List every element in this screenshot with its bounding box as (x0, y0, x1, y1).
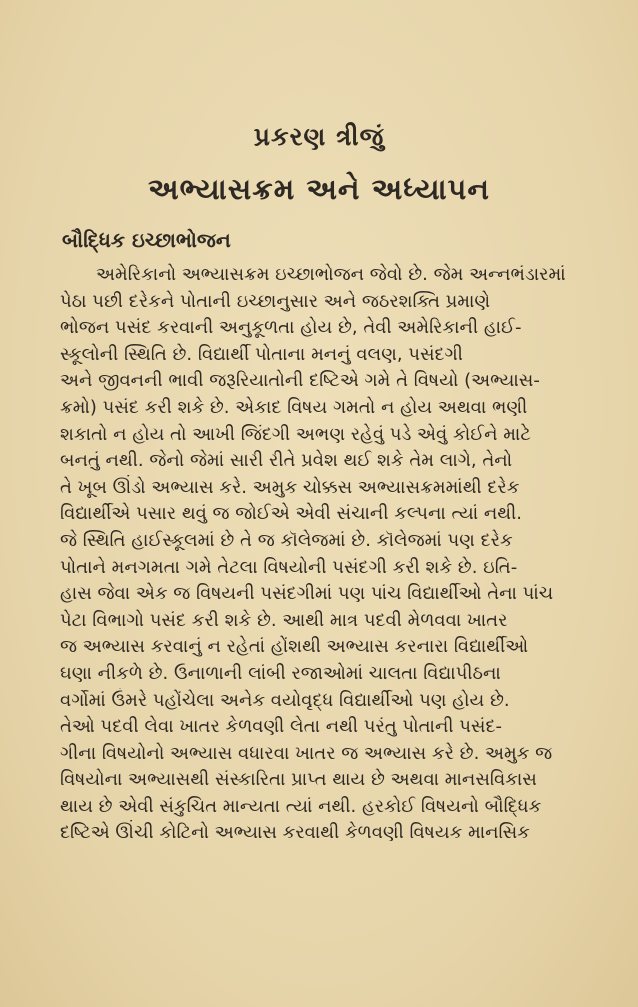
section-heading: બૌદ્ધિક ઇચ્છાભોજન (62, 228, 231, 252)
text-line: ગીના વિષયોનો અભ્યાસ વધારવા ખાતર જ અભ્યાસ કરે છે. અમુક જ (60, 742, 553, 764)
text-line: શકાતો ન હોય તો આખી જિંદગી અભણ રહેવું પડે એવું કોઈને માટે (60, 423, 531, 445)
text-line: તેઓ પદવી લેવા ખાતર કેળવણી લેતા નથી પરંતુ પોતાની પસંદ- (60, 716, 503, 738)
text-line: વિષયોના અભ્યાસથી સંસ્કારિતા પ્રાપ્ત થાય છે અથવા માનસવિકાસ (60, 769, 537, 791)
text-line: અને જીવનની ભાવી જરૂરિયાતોની દષ્ટિએ ગમે તે વિષયો (અભ્યાસ- (60, 370, 540, 392)
text-line: તે ખૂબ ઊંડો અભ્યાસ કરે. અમુક ચોક્કસ અભ્યાસક્રમમાંથી દરેક (60, 476, 520, 498)
text-line: દષ્ટિએ ઊંચી કોટિનો અભ્યાસ કરવાથી કેળવણી વિષયક માનસિક (60, 822, 530, 844)
text-line: બનતું નથી. જેનો જેમાં સારી રીતે પ્રવેશ થઈ શકે તેમ લાગે, તેનો (60, 450, 513, 472)
text-line: ઘણા નીકળે છે. ઉનાળાની લાંબી રજાઓમાં ચાલતા વિદ્યાપીઠના (60, 662, 501, 684)
text-line: જે સ્થિતિ હાઈસ્કૂલમાં છે તે જ કૉલેજમાં છે. કૉલેજમાં પણ દરેક (60, 529, 513, 551)
text-line: વર્ગોમાં ઉંમરે પહોંચેલા અનેક વયોવૃદ્ધ વિદ્યાર્થીઓ પણ હોય છે. (60, 689, 510, 711)
text-line: જ અભ્યાસ કરવાનું ન રહેતાં હોંશથી અભ્યાસ કરનારા વિદ્યાર્થીઓ (60, 636, 529, 658)
text-line: સ્કૂલોની સ્થિતિ છે. વિદ્યાર્થી પોતાના મનનું વલણ, પસંદગી (60, 343, 463, 365)
text-line: વિદ્યાર્થીએ પસાર થવું જ જોઈએ એવી સંચાની કલ્પના ત્યાં નથી. (60, 503, 522, 525)
body-text (60, 262, 608, 847)
text-line: ક્રમો) પસંદ કરી શકે છે. એકાદ વિષય ગમતો ન હોય અથવા ભણી (60, 396, 528, 418)
text-line: થાય છે એવી સંકુચિત માન્યતા ત્યાં નથી. હરકોઈ વિષયનો બૌદ્ધિક (60, 795, 542, 817)
text-line: ભોજન પસંદ કરવાની અનુકૂળતા હોય છે, તેવી અમેરિકાની હાઈ- (60, 317, 522, 339)
text-line: પેટા વિભાગો પસંદ કરી શકે છે. આથી માત્ર પદવી મેળવવા ખાતર (60, 609, 508, 631)
text-line: પેઠા પછી દરેકને પોતાની ઇચ્છાનુસાર અને જઠરશક્તિ પ્રમાણે (60, 290, 491, 312)
text-line: પોતાને મનગમતા ગમે તેટલા વિષયોની પસંદગી કરી શકે છે. ઇતિ- (60, 556, 518, 578)
text-line: હાસ જેવા એક જ વિષયની પસંદગીમાં પણ પાંચ વિદ્યાર્થીઓ તેના પાંચ (60, 583, 554, 605)
text-line: અમેરિકાનો અભ્યાસક્રમ ઇચ્છાભોજન જેવો છે. જેમ અન્નભંડારમાં (96, 264, 566, 285)
chapter-label: પ્રકરણ ત્રીજું (253, 122, 385, 151)
chapter-title: અભ્યાસક્રમ અને અધ્યાપન (148, 172, 490, 206)
